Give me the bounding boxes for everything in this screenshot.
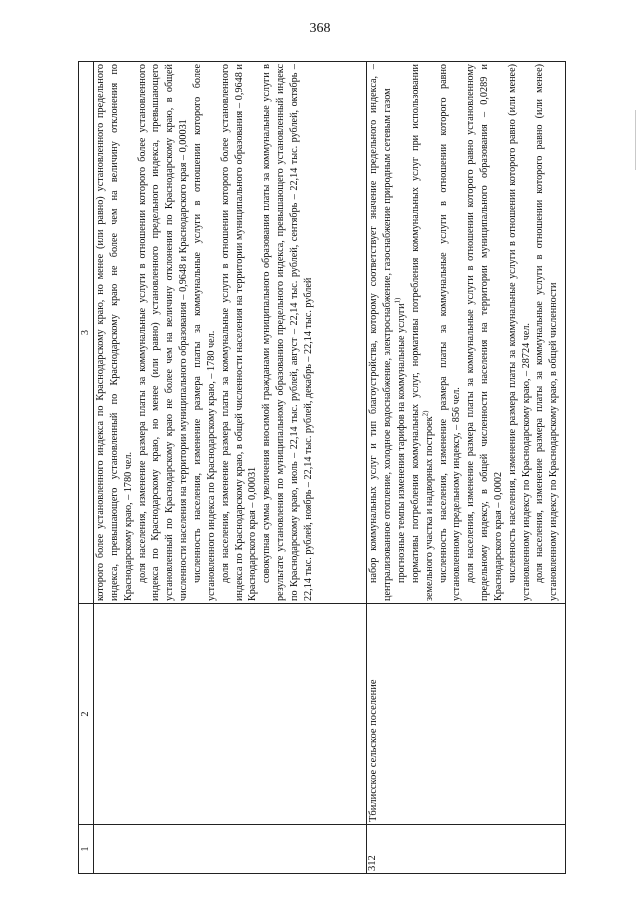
settlement-name: Тбилисское сельское поселение [367,604,566,825]
detail-paragraph: набор коммунальных услуг и тип благоустройства, которому соответствует значение предельного индекса, – централизованное отопление, холодное водоснабжение, электроснабжение, газоснабжение природным сетевым газом [368,64,394,601]
rotated-page-content [78,63,566,874]
header-col-3: 3 [79,62,94,604]
row-details [94,62,367,604]
footnote-mark: 1) [393,297,402,304]
detail-paragraph: совокупная сумма увеличения вносимой гражданами муниципального образования платы за коммунальные услуги в результате установления по муниципальному образованию предельного индекса, превышающего установленный индекс по Краснодарскому краю, июль – 22,14 тыс. рублей, август – 22,14 тыс. рублей, сентябрь – 22,14 тыс. рублей, октябрь – 22,14 тыс. рублей, ноябрь – 22,14 тыс. рублей, декабрь – 22,14 тыс. рублей [261,64,314,601]
scan-artifact [635,110,636,170]
detail-paragraph [395,64,409,601]
detail-paragraph: доля населения, изменение размера платы за коммунальные услуги в отношении которого более установленного индекса по Краснодарскому краю, но менее (или равно) установленного предельного индекса, превышающего установленный по Краснодарскому краю не более чем на величину отклонения по Краснодарскому краю, в общей численности населения на территории муниципального образования – 0,9648 и Краснодарского края – 0,00031 [136,64,190,601]
row-number: 312 [367,825,566,874]
detail-text: прогнозные темпы изменения тарифов на коммунальные услуги [396,303,408,583]
detail-text: нормативы потребления коммунальных услуг, нормативы потребления коммунальных услуг при использовании земельного участка и надворных построек [409,64,435,601]
table-header-row [79,62,94,874]
row-details [367,62,566,604]
page-number: 368 [309,21,331,36]
detail-paragraph: доля населения, изменение размера платы за коммунальные услуги в отношении которого равно установленному предельному индексу, в общей численности населения на территории муниципального образования – 0,0289 и Краснодарского края – 0,0002 [465,64,504,601]
detail-paragraph [409,64,437,601]
detail-paragraph: численность населения, изменение размера платы за коммунальные услуги в отношении которого равно (или менее) установленному индексу по Краснодарскому краю, – 28724 чел. [506,64,532,601]
detail-paragraph: численность населения, изменение размера платы за коммунальные услуги в отношении которого равно установленному предельному индексу, – 856 чел. [437,64,463,601]
table-row [94,62,367,874]
header-col-1: 1 [79,825,94,874]
tariff-table [78,61,566,874]
table-row [367,62,566,874]
detail-paragraph: доля населения, изменение размера платы за коммунальные услуги в отношении которого более установленного индекса по Краснодарскому краю, в общей численности населения на территории муниципального образования – 0,9648 и Краснодарского края – 0,00031 [219,64,259,601]
settlement-name [94,604,367,825]
detail-paragraph: которого более установленного индекса по Краснодарскому краю, но менее (или равно) установленного предельного индекса, превышающего установленный по Краснодарскому краю не более чем на величину отклонения по Краснодарскому краю, – 1780 чел. [95,64,134,601]
detail-paragraph: численность населения, изменение размера платы за коммунальные услуги в отношении которого более установленного индекса по Краснодарскому краю, – 1780 чел. [192,64,217,601]
row-number [94,825,367,874]
footnote-mark: 2) [421,410,430,417]
detail-paragraph: доля населения, изменение размера платы за коммунальные услуги в отношении которого равно (или менее) установленному индексу по Краснодарскому краю, в общей численности [534,64,560,601]
header-col-2: 2 [79,604,94,825]
